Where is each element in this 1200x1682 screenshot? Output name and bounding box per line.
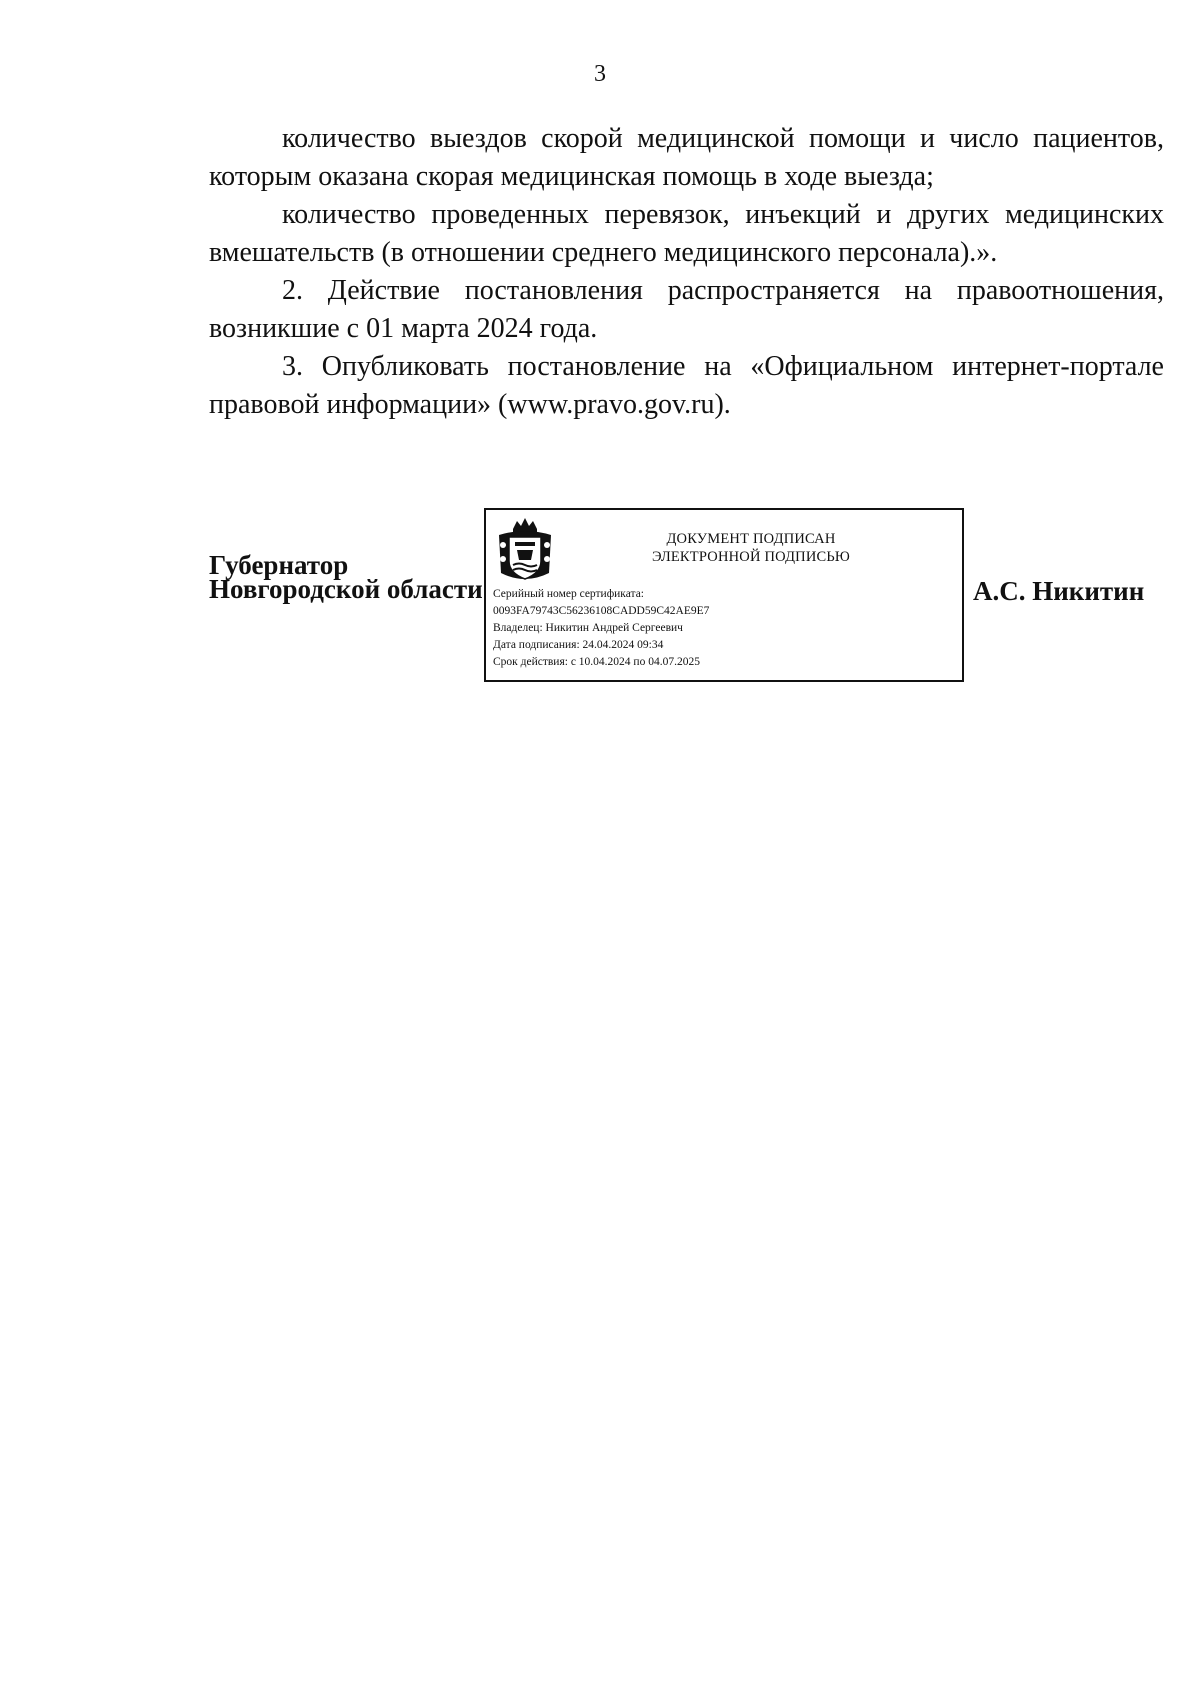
electronic-signature-stamp <box>484 508 964 682</box>
paragraph-ambulance-calls: количество выездов скорой медицинской помощи и число пациентов, которым оказана скорая медицинская помощь в ходе выезда; <box>209 123 1164 192</box>
document-body <box>209 120 1164 424</box>
paragraph-effective-date: 2. Действие постановления распространяется на правоотношения, возникшие с 01 марта 2024 года. <box>209 275 1164 344</box>
paragraph-dressings-injections: количество проведенных перевязок, инъекций и других медицинских вмешательств (в отношении среднего медицинского персонала).». <box>209 199 1164 268</box>
stamp-title-line2: ЭЛЕКТРОННОЙ ПОДПИСЬЮ <box>651 549 851 565</box>
coat-of-arms-icon <box>493 515 557 585</box>
stamp-title <box>566 530 936 566</box>
certificate-serial-label: Серийный номер сертификата: <box>493 588 644 600</box>
certificate-owner: Владелец: Никитин Андрей Сергеевич <box>493 622 683 634</box>
stamp-title-line1: ДОКУМЕНТ ПОДПИСАН <box>666 531 836 547</box>
page-number: 3 <box>594 61 606 87</box>
stamp-details <box>493 586 709 671</box>
paragraph-publication: 3. Опубликовать постановление на «Официальном интернет-портале правовой информации» (www.pravo.gov.ru). <box>209 351 1164 420</box>
certificate-validity: Срок действия: с 10.04.2024 по 04.07.2025 <box>493 656 700 668</box>
signatory-name: А.С. Никитин <box>973 576 1145 606</box>
signatory-position <box>209 550 483 604</box>
certificate-serial-number: 0093FA79743C56236108CADD59C42AE9E7 <box>493 605 710 617</box>
signatory-position-title: Губернатор <box>209 550 349 580</box>
signing-date: Дата подписания: 24.04.2024 09:34 <box>493 639 664 651</box>
signatory-position-region: Новгородской области <box>209 574 483 604</box>
